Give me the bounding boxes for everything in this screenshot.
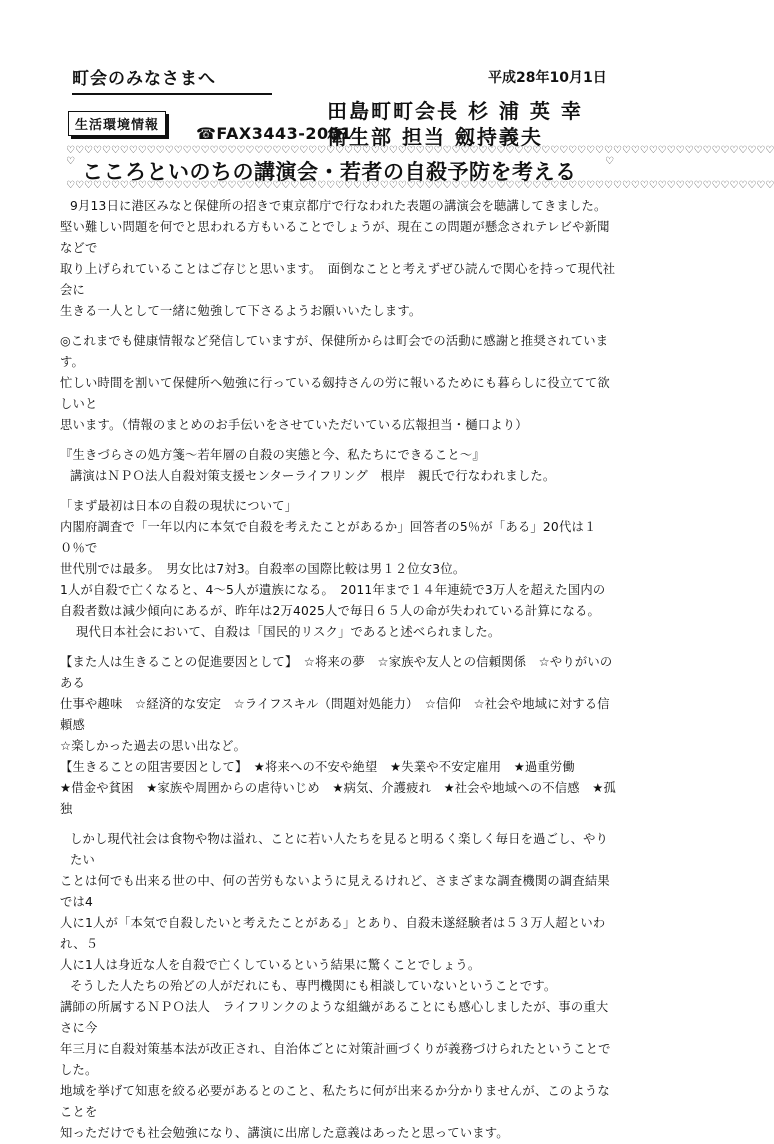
category-label: 生活環境情報 bbox=[68, 111, 166, 136]
text-line: 思います。（情報のまとめのお手伝いをさせていただいている広報担当・樋口より） bbox=[60, 418, 528, 432]
current-situation-section bbox=[60, 496, 620, 643]
intro-paragraph bbox=[60, 196, 620, 322]
text-line: ◎これまでも健康情報など発信していますが、保健所からは町会での活動に感謝と推奨されています。 bbox=[60, 334, 609, 369]
heart-border-top: ♡♡♡♡♡♡♡♡♡♡♡♡♡♡♡♡♡♡♡♡♡♡♡♡♡♡♡♡♡♡♡♡♡♡♡♡♡♡♡♡♡♡♡♡♡♡♡♡♡♡♡♡♡♡♡♡♡♡♡♡♡♡♡♡♡♡♡♡♡♡♡♡♡♡♡♡♡♡♡ bbox=[66, 145, 774, 156]
fax-number: ☎FAX3443-2001 bbox=[196, 124, 352, 143]
text-line: 取り上げられていることはご存じと思います。 面倒なことと考えずぜひ読んで関心を持って現代社会に bbox=[60, 262, 616, 297]
text-line: そうした人たちの殆どの人がだれにも、専門機関にも相談していないということです。 bbox=[70, 979, 557, 993]
article-body bbox=[60, 196, 620, 1144]
document-title: こころといのちの講演会・若者の自殺予防を考える bbox=[82, 160, 577, 184]
issue-date: 平成28年10月1日 bbox=[488, 70, 607, 86]
text-line: 内閣府調査で「一年以内に本気で自殺を考えたことがあるか」回答者の5％が「ある」20代は１０％で bbox=[60, 520, 597, 555]
text-line: 地域を挙げて知恵を絞る必要があるとのこと、私たちに何が出来るか分かりませんが、このようなことを bbox=[60, 1084, 610, 1119]
text-line: 現代日本社会において、自殺は「国民的リスク」であると述べられました。 bbox=[76, 625, 501, 639]
text-line: 堅い難しい問題を何でと思われる方もいることでしょうが、現在この問題が懸念されテレビや新聞などで bbox=[60, 220, 610, 255]
author-chairman: 田島町町会長 杉 浦 英 幸 bbox=[327, 99, 583, 123]
text-line: ★借金や貧困 ★家族や周囲からの虐待いじめ ★病気、介護疲れ ★社会や地域への不信感 ★孤独 bbox=[60, 781, 616, 816]
text-line: 人に1人が「本気で自殺したいと考えたことがある」とあり、自殺未遂経験者は５３万人超といわれ、５ bbox=[60, 916, 606, 951]
text-line: 忙しい時間を割いて保健所へ勉強に行っている劔持さんの労に報いるためにも暮らしに役立てて欲しいと bbox=[60, 376, 610, 411]
lecture-info bbox=[60, 445, 620, 487]
text-line: しかし現代社会は食物や物は溢れ、ことに若い人たちを見ると明るく楽しく毎日を過ごし、やりたい bbox=[70, 832, 609, 867]
text-line: 講演はＮＰＯ法人自殺対策支援センターライフリング 根岸 親氏で行なわれました。 bbox=[70, 469, 556, 483]
author-health-dept: 衛生部 担当 劔持義夫 bbox=[327, 125, 543, 149]
inhibiting-factors: 【生きることの阻害要因として】 ★将来への不安や絶望 ★失業や不安定雇用 ★過重労働 bbox=[60, 760, 575, 774]
section-heading: 「まず最初は日本の自殺の現状について」 bbox=[60, 499, 298, 513]
text-line: 年三月に自殺対策基本法が改正され、自治体ごとに対策計画づくりが義務づけられたということでした。 bbox=[60, 1042, 611, 1077]
text-line: 仕事や趣味 ☆経済的な安定 ☆ライフスキル（問題対処能力） ☆信仰 ☆社会や地域に対する信頼感 bbox=[60, 697, 610, 732]
text-line: ☆楽しかった過去の思い出など。 bbox=[60, 739, 247, 753]
text-line: 生きる一人として一緒に勉強して下さるようお願いいたします。 bbox=[60, 304, 422, 318]
text-line: 世代別では最多。 男女比は7対3。自殺率の国際比較は男１２位女3位。 bbox=[60, 562, 466, 576]
heart-icon-left: ♡ bbox=[66, 156, 75, 167]
addressee-heading: 町会のみなさまへ bbox=[72, 64, 272, 95]
text-line: 知っただけでも社会勉強になり、講演に出席した意義はあったと思っています。 bbox=[60, 1126, 509, 1140]
factors-section bbox=[60, 652, 620, 820]
heart-icon-right: ♡ bbox=[605, 156, 614, 167]
text-line: 自殺者数は減少傾向にあるが、昨年は2万4025人で毎日６５人の命が失われている計算になる。 bbox=[60, 604, 600, 618]
text-line: ことは何でも出来る世の中、何の苦労もないように見えるけれど、さまざまな調査機関の調査結果では4 bbox=[60, 874, 610, 909]
text-line: 1人が自殺で亡くなると、4～5人が遺族になる。 2011年まで１４年連続で3万人を超えた国内の bbox=[60, 583, 606, 597]
text-line: 講師の所属するＮＰＯ法人 ライフリンクのような組織があることにも感心しましたが、事の重大さに今 bbox=[60, 1000, 609, 1035]
editor-note bbox=[60, 331, 620, 436]
text-line: 人に1人は身近な人を自殺で亡くしているという結果に驚くことでしょう。 bbox=[60, 958, 481, 972]
text-line: 9月13日に港区みなと保健所の招きで東京都庁で行なわれた表題の講演会を聴講してきました。 bbox=[70, 199, 607, 213]
promoting-factors: 【また人は生きることの促進要因として】 ☆将来の夢 ☆家族や友人との信頼関係 ☆やりがいのある bbox=[60, 655, 613, 690]
heart-border-bottom: ♡♡♡♡♡♡♡♡♡♡♡♡♡♡♡♡♡♡♡♡♡♡♡♡♡♡♡♡♡♡♡♡♡♡♡♡♡♡♡♡♡♡♡♡♡♡♡♡♡♡♡♡♡♡♡♡♡♡♡♡♡♡♡♡♡♡♡♡♡♡♡♡♡♡♡♡♡♡♡ bbox=[66, 180, 774, 191]
lecture-title: 『生きづらさの処方箋～若年層の自殺の実態と今、私たちにできること～』 bbox=[60, 448, 485, 462]
closing-paragraph bbox=[60, 829, 620, 1144]
